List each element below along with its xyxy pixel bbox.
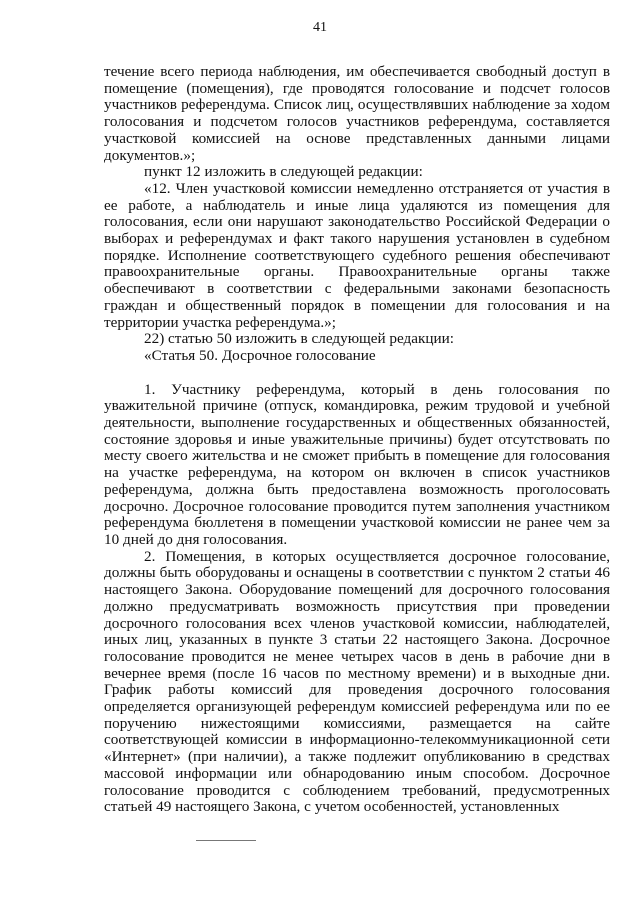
paragraph-amendment-point-12: пункт 12 изложить в следующей редакции: — [144, 163, 423, 181]
paragraph-point-12-text: «12. Член участковой комиссии немедленно отстраняется от участия в ее работе, а наблюдатель и иные лица удаляются из помещения для голосования, если они нарушают законодательство Российской Федерации о выборах и референдумах и факт такого нарушения установлен в судебном порядке. Исполнение соответствующего судебного решения обеспечивают правоохранительные органы. Правоохранительные органы также обеспечивают в соответствии с федеральными законами безопасность граждан и общественный порядок в помещении для голосования и на территории участка референдума.»; — [104, 179, 610, 331]
paragraph-continuation: течение всего периода наблюдения, им обеспечивается свободный доступ в помещение (помещения), где проводятся голосование и подсчет голосов участников референдума. Список лиц, осуществлявших наблюдение за ходом голосования и подсчетом голосов участников референдума, составляется участковой комиссией на основе представленных данными лицами документов.»; — [104, 63, 610, 164]
page-number: 41 — [313, 20, 327, 35]
paragraph-spacer — [104, 365, 610, 382]
article-50-clause-1: 1. Участнику референдума, который в день голосования по уважительной причине (отпуск, командировка, режим трудовой и учебной деятельности, выполнение государственных и общественных обязанностей, состояние здоровья и иные уважительные причины) будет отсутствовать по месту своего жительства и не сможет прибыть в помещение для голосования на участке референдума, на котором он включен в список участников референдума, должна быть предоставлена возможность проголосовать досрочно. Досрочное голосование проводится путем заполнения участником референдума бюллетеня в помещении участковой комиссии не ранее чем за 10 дней до дня голосования. — [104, 380, 610, 548]
document-body — [104, 64, 610, 816]
article-50-heading: «Статья 50. Досрочное голосование — [144, 346, 376, 364]
paragraph-amendment-article-50: 22) статью 50 изложить в следующей редакции: — [144, 330, 454, 348]
article-50-clause-2: 2. Помещения, в которых осуществляется досрочное голосование, должны быть оборудованы и оснащены в соответствии с пунктом 2 статьи 46 настоящего Закона. Оборудование помещений для досрочного голосования должно предусматривать возможность присутствия при проведении досрочного голосования всех членов участковой комиссии, наблюдателей, иных лиц, указанных в пункте 3 статьи 22 настоящего Закона. Досрочное голосование проводится не менее четырех часов в день в рабочие дни в вечернее время (после 16 часов по местному времени) и в выходные дни. График работы комиссий для проведения досрочного голосования определяется организующей референдум комиссией референдума или по ее поручению нижестоящими комиссиями, размещается на сайте соответствующей комиссии в информационно-телекоммуникационной сети «Интернет» (при наличии), а также подлежит опубликованию в средствах массовой информации или обнародованию иным способом. Досрочное голосование проводится с соблюдением требований, предусмотренных статьей 49 настоящего Закона, с учетом особенностей, установленных — [104, 547, 610, 816]
scan-mark-line — [196, 840, 256, 841]
